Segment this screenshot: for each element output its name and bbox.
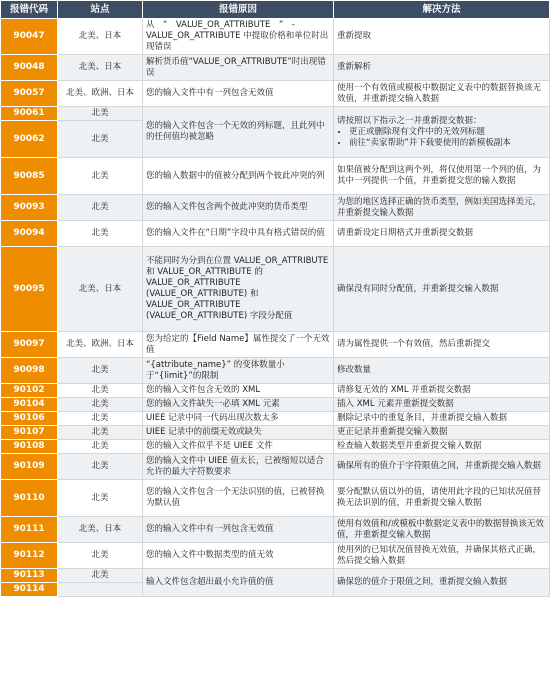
site: 北美 [58, 426, 143, 440]
solution: 插入 XML 元素并重新提交数据 [334, 398, 550, 412]
table-row [1, 480, 550, 517]
site: 北美 [58, 569, 143, 583]
solution: 更正记录并重新提交输入数据 [334, 426, 550, 440]
table-row [1, 195, 550, 221]
error-code: 90102 [1, 384, 58, 398]
table-row [1, 55, 550, 81]
solution: 请修复无效的 XML 并重新提交数据 [334, 384, 550, 398]
reason: UIEE 记录中的前缀无效或缺失 [143, 426, 334, 440]
reason: 您的输入文件包含两个彼此冲突的货币类型 [143, 195, 334, 221]
reason: 从 “ VALUE_OR_ATTRIBUTE ” -VALUE_OR_ATTRIBUTE 中提取价格和单位时出现错误 [143, 19, 334, 55]
solution: 使用列的已知状况值替换无效值，并确保其格式正确，然后提交输入数据 [334, 543, 550, 569]
table-body [1, 19, 550, 597]
site: 北美 [58, 121, 143, 158]
solution: 确保所有的值介于字符限值之间，并重新提交输入数据 [334, 454, 550, 480]
table-row [1, 517, 550, 543]
error-code: 90108 [1, 440, 58, 454]
reason: UIEE 记录中同一代码出现次数太多 [143, 412, 334, 426]
reason: 您的输入文件在“日期”字段中具有格式错误的值 [143, 221, 334, 247]
header-reason: 报错原因 [143, 1, 334, 19]
error-code: 90057 [1, 81, 58, 107]
solution: 请为属性提供一个有效值，然后重新提交 [334, 332, 550, 358]
error-code: 90113 [1, 569, 58, 583]
solution: 使用一个有效值或模板中数据定义表中的数据替换该无效值，并重新提交输入数据 [334, 81, 550, 107]
reason: 您的输入数据中的值被分配到两个彼此冲突的列 [143, 158, 334, 195]
table-row [1, 543, 550, 569]
table-row [1, 454, 550, 480]
reason: 您的输入文件中有一列包含无效值 [143, 517, 334, 543]
solution: 确保没有同时分配值，并重新提交输入数据 [334, 247, 550, 332]
site: 北美、日本 [58, 247, 143, 332]
error-code: 90106 [1, 412, 58, 426]
solution-intro: 请按照以下指示之一并重新提交数据： [337, 115, 482, 126]
error-code: 90104 [1, 398, 58, 412]
table-header [1, 1, 550, 19]
table-row [1, 384, 550, 398]
site: 北美、日本 [58, 517, 143, 543]
solution-bullet: • 更正或删除现有文件中的无效列标题 [349, 127, 546, 138]
table-row [1, 440, 550, 454]
site: 北美 [58, 398, 143, 412]
solution: 重新解析 [334, 55, 550, 81]
reason: 解析货币值“VALUE_OR_ATTRIBUTE”时出现错误 [143, 55, 334, 81]
error-code: 90110 [1, 480, 58, 517]
site: 北美 [58, 543, 143, 569]
error-code: 90114 [1, 583, 58, 597]
reason: 您为给定的【Field Name】属性提交了一个无效值 [143, 332, 334, 358]
error-code: 90109 [1, 454, 58, 480]
solution: 修改数量 [334, 358, 550, 384]
solution: 请重新设定日期格式并重新提交数据 [334, 221, 550, 247]
site: 北美、日本 [58, 19, 143, 55]
reason: 您的输入文件包含一个无法识别的值，已被替换为默认值 [143, 480, 334, 517]
site: 北美 [58, 358, 143, 384]
error-code: 90048 [1, 55, 58, 81]
header-solution: 解决方法 [334, 1, 550, 19]
table-row [1, 107, 550, 121]
solution: 要分配默认值以外的值，请使用此字段的已知状况值替换无法识别的值，并重新提交输入数据 [334, 480, 550, 517]
reason: 您的输入文件中 UIEE 值太长，已被缩短以适合允许的最大字符数要求 [143, 454, 334, 480]
table-row [1, 158, 550, 195]
site: 北美 [58, 158, 143, 195]
table-row [1, 19, 550, 55]
reason: “{attribute_name}” 的变体数量小于“{limit}”的限制 [143, 358, 334, 384]
solution-bullet: • 前往“卖家帮助”并下载要使用的新模板副本 [349, 138, 546, 149]
reason: 您的输入文件包含无效的 XML [143, 384, 334, 398]
table-row [1, 426, 550, 440]
error-code: 90112 [1, 543, 58, 569]
solution: 使用有效值和/或模板中数据定义表中的数据替换该无效值，并重新提交输入数据 [334, 517, 550, 543]
site [58, 583, 143, 597]
error-code: 90094 [1, 221, 58, 247]
error-code: 90107 [1, 426, 58, 440]
site: 北美 [58, 480, 143, 517]
error-code: 90093 [1, 195, 58, 221]
site: 北美 [58, 195, 143, 221]
reason: 不能同时为分到在位置 VALUE_OR_ATTRIBUTE 和 VALUE_OR_ATTRIBUTE 的 VALUE_OR_ATTRIBUTE (VALUE_OR_ATTRIBUTE) 和 VALUE_OR_ATTRIBUTE (VALUE_OR_ATTRIBUTE) 字段分配值 [143, 247, 334, 332]
reason: 您的输入文件中有一列包含无效值 [143, 81, 334, 107]
reason: 输入文件包含超出最小允许值的值 [143, 569, 334, 597]
site: 北美 [58, 107, 143, 121]
table-row [1, 221, 550, 247]
reason: 您的输入文件中数据类型的值无效 [143, 543, 334, 569]
solution: 如果值被分配到这两个列，将仅使用第一个列的值，为其中一列提供一个值，并重新提交您的输入数据 [334, 158, 550, 195]
reason: 您的输入文件缺失一必填 XML 元素 [143, 398, 334, 412]
solution: 为您的地区选择正确的货币类型，例如美国选择美元，并重新提交输入数据 [334, 195, 550, 221]
solution: 删除记录中的重复条目，并重新提交输入数据 [334, 412, 550, 426]
solution: 重新提取 [334, 19, 550, 55]
header-code: 报错代码 [1, 1, 58, 19]
reason: 您的输入文件似乎不是 UIEE 文件 [143, 440, 334, 454]
table-row [1, 81, 550, 107]
site: 北美、欧洲、日本 [58, 81, 143, 107]
site: 北美 [58, 221, 143, 247]
error-code: 90111 [1, 517, 58, 543]
table-row [1, 398, 550, 412]
table-row [1, 358, 550, 384]
solution-list [337, 127, 546, 149]
error-code: 90047 [1, 19, 58, 55]
header-site: 站点 [58, 1, 143, 19]
solution [334, 107, 550, 158]
table-row [1, 332, 550, 358]
site: 北美、欧洲、日本 [58, 332, 143, 358]
error-code: 90097 [1, 332, 58, 358]
error-code: 90062 [1, 121, 58, 158]
solution: 确保您的值介于限值之间，重新提交输入数据 [334, 569, 550, 597]
solution: 检查输入数据类型并重新提交输入数据 [334, 440, 550, 454]
site: 北美、日本 [58, 55, 143, 81]
table-row [1, 412, 550, 426]
error-code: 90098 [1, 358, 58, 384]
table-row [1, 247, 550, 332]
reason: 您的输入文件包含一个无效的列标题，且此列中的任何值均被忽略 [143, 107, 334, 158]
error-code: 90095 [1, 247, 58, 332]
site: 北美 [58, 384, 143, 398]
table-row [1, 569, 550, 583]
site: 北美 [58, 454, 143, 480]
site: 北美 [58, 412, 143, 426]
error-code: 90085 [1, 158, 58, 195]
site: 北美 [58, 440, 143, 454]
error-code: 90061 [1, 107, 58, 121]
